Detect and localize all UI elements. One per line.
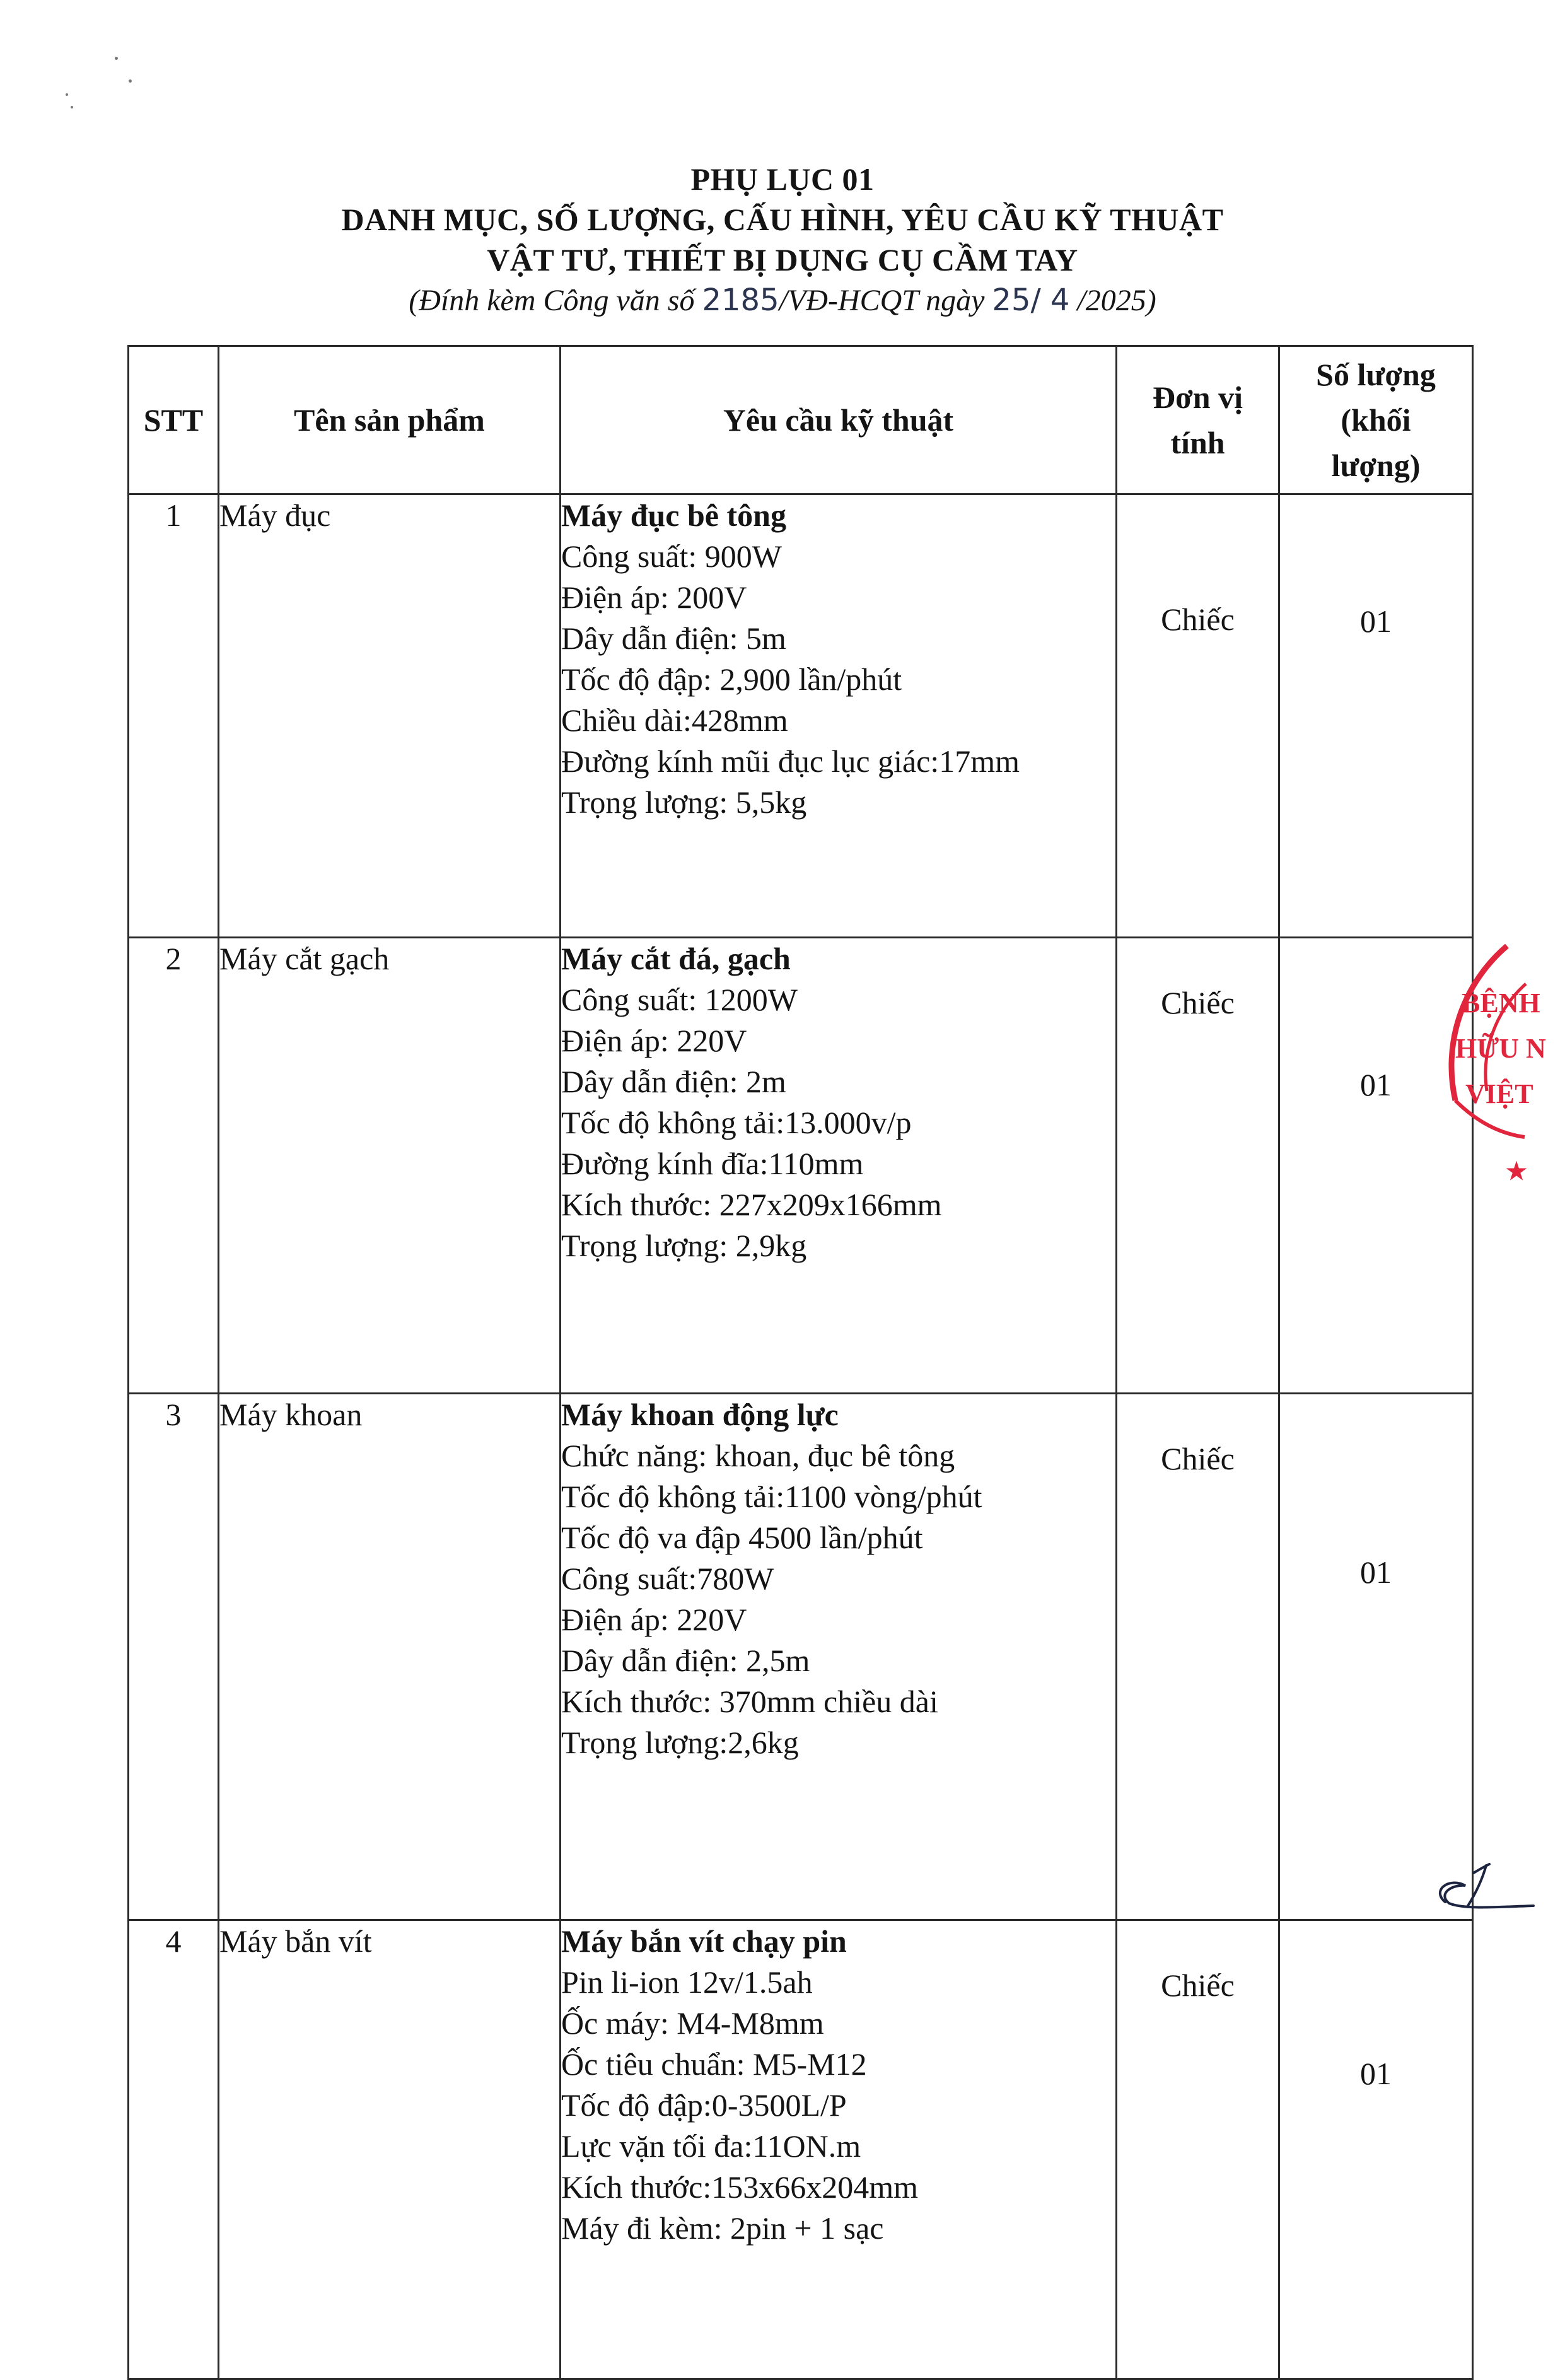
row-unit: Chiếc [1117,1920,1279,2379]
header-unit [1117,346,1279,494]
stamp-text-line-1: BỆNH [1462,988,1540,1018]
spec-line: Điện áp: 220V [561,1023,747,1058]
attachment-prefix: (Đính kèm Công văn số [409,284,702,317]
spec-line: Trọng lượng: 5,5kg [561,785,807,820]
spec-line: Công suất: 1200W [561,982,798,1017]
spec-line: Đường kính mũi đục lục giác:17mm [561,744,1020,779]
header-unit-line-1: Đơn vị [1153,380,1243,415]
document-header [0,159,1565,321]
row-spec [561,938,1117,1394]
spec-line: Chức năng: khoan, đục bê tông [561,1438,955,1473]
row-spec [561,494,1117,938]
row-quantity: 01 [1279,1394,1473,1920]
spec-title: Máy khoan động lực [561,1397,839,1432]
row-stt: 4 [129,1920,219,2379]
spec-line: Trọng lượng:2,6kg [561,1725,799,1760]
equipment-table [127,345,1474,2380]
spec-line: Lực vặn tối đa:11ON.m [561,2128,861,2164]
row-unit: Chiếc [1117,938,1279,1394]
initial-signature [1426,1846,1540,1916]
table-row [129,938,1473,1394]
spec-title: Máy cắt đá, gạch [561,941,791,976]
spec-line: Dây dẫn điện: 5m [561,621,786,656]
header-technical-requirements: Yêu cầu kỹ thuật [561,346,1117,494]
spec-line: Tốc độ không tải:13.000v/p [561,1105,912,1140]
row-unit: Chiếc [1117,494,1279,938]
header-quantity [1279,346,1473,494]
scan-speck [129,79,132,83]
scan-speck [115,57,118,60]
spec-line: Kích thước: 227x209x166mm [561,1187,942,1222]
row-quantity: 01 [1279,494,1473,938]
spec-line: Dây dẫn điện: 2,5m [561,1643,810,1678]
handwritten-month: 4 [1050,283,1070,318]
row-product-name: Máy khoan [219,1394,561,1920]
date-separator: / [1030,283,1050,318]
hospital-stamp [1430,918,1565,1189]
row-quantity: 01 [1279,1920,1473,2379]
spec-line: Máy đi kèm: 2pin + 1 sạc [561,2210,884,2246]
row-product-name: Máy đục [219,494,561,938]
table-row [129,1394,1473,1920]
document-subtitle: VẬT TƯ, THIẾT BỊ DỤNG CỤ CẦM TAY [487,242,1078,277]
spec-line: Tốc độ không tải:1100 vòng/phút [561,1479,982,1514]
row-stt: 2 [129,938,219,1394]
spec-line: Công suất: 900W [561,539,782,574]
stamp-text-line-2: HỮU N [1455,1033,1546,1064]
header-quantity-line-2: (khối [1341,402,1411,438]
spec-line: Điện áp: 220V [561,1602,747,1637]
spec-line: Ốc tiêu chuẩn: M5-M12 [561,2046,867,2082]
attachment-note [0,280,1565,321]
spec-line: Kích thước: 370mm chiều dài [561,1684,938,1719]
attachment-doc-suffix: /VĐ-HCQT ngày [779,284,992,317]
header-unit-line-2: tính [1170,425,1225,460]
row-spec [561,1394,1117,1920]
row-stt: 3 [129,1394,219,1920]
stamp-text-line-3: VIỆT [1465,1078,1533,1109]
spec-line: Tốc độ đập:0-3500L/P [561,2087,847,2123]
table-header-row [129,346,1473,494]
table-row [129,494,1473,938]
spec-line: Tốc độ va đập 4500 lần/phút [561,1520,923,1555]
row-unit: Chiếc [1117,1394,1279,1920]
spec-line: Pin li-ion 12v/1.5ah [561,1964,813,2000]
row-product-name: Máy cắt gạch [219,938,561,1394]
spec-line: Đường kính đĩa:110mm [561,1146,864,1181]
handwritten-day: 25 [992,283,1031,318]
spec-line: Chiều dài:428mm [561,703,788,738]
spec-title: Máy đục bê tông [561,498,786,533]
stamp-outer-ring [1452,946,1507,1100]
spec-line: Trọng lượng: 2,9kg [561,1228,807,1263]
row-product-name: Máy bắn vít [219,1920,561,2379]
scan-speck [71,106,73,108]
table-row [129,1920,1473,2379]
spec-line: Kích thước:153x66x204mm [561,2169,918,2205]
row-spec [561,1920,1117,2379]
spec-line: Ốc máy: M4-M8mm [561,2005,824,2041]
spec-line: Công suất:780W [561,1561,774,1596]
header-stt: STT [129,346,219,494]
spec-title: Máy bắn vít chạy pin [561,1923,847,1959]
header-product-name: Tên sản phẩm [219,346,561,494]
spec-line: Dây dẫn điện: 2m [561,1064,786,1099]
appendix-title: PHỤ LỤC 01 [690,161,875,197]
stamp-star-icon: ★ [1506,1158,1528,1185]
document-title: DANH MỤC, SỐ LƯỢNG, CẤU HÌNH, YÊU CẦU KỸ THUẬT [341,202,1224,237]
header-quantity-line-1: Số lượng [1316,357,1436,392]
attachment-year: /2025) [1069,284,1156,317]
header-quantity-line-3: lượng) [1331,448,1421,483]
spec-line: Điện áp: 200V [561,580,747,615]
scan-speck [66,93,68,96]
handwritten-doc-number: 2185 [702,283,779,318]
row-stt: 1 [129,494,219,938]
spec-line: Tốc độ đập: 2,900 lần/phút [561,662,902,697]
row-quantity: 01 [1279,938,1473,1394]
